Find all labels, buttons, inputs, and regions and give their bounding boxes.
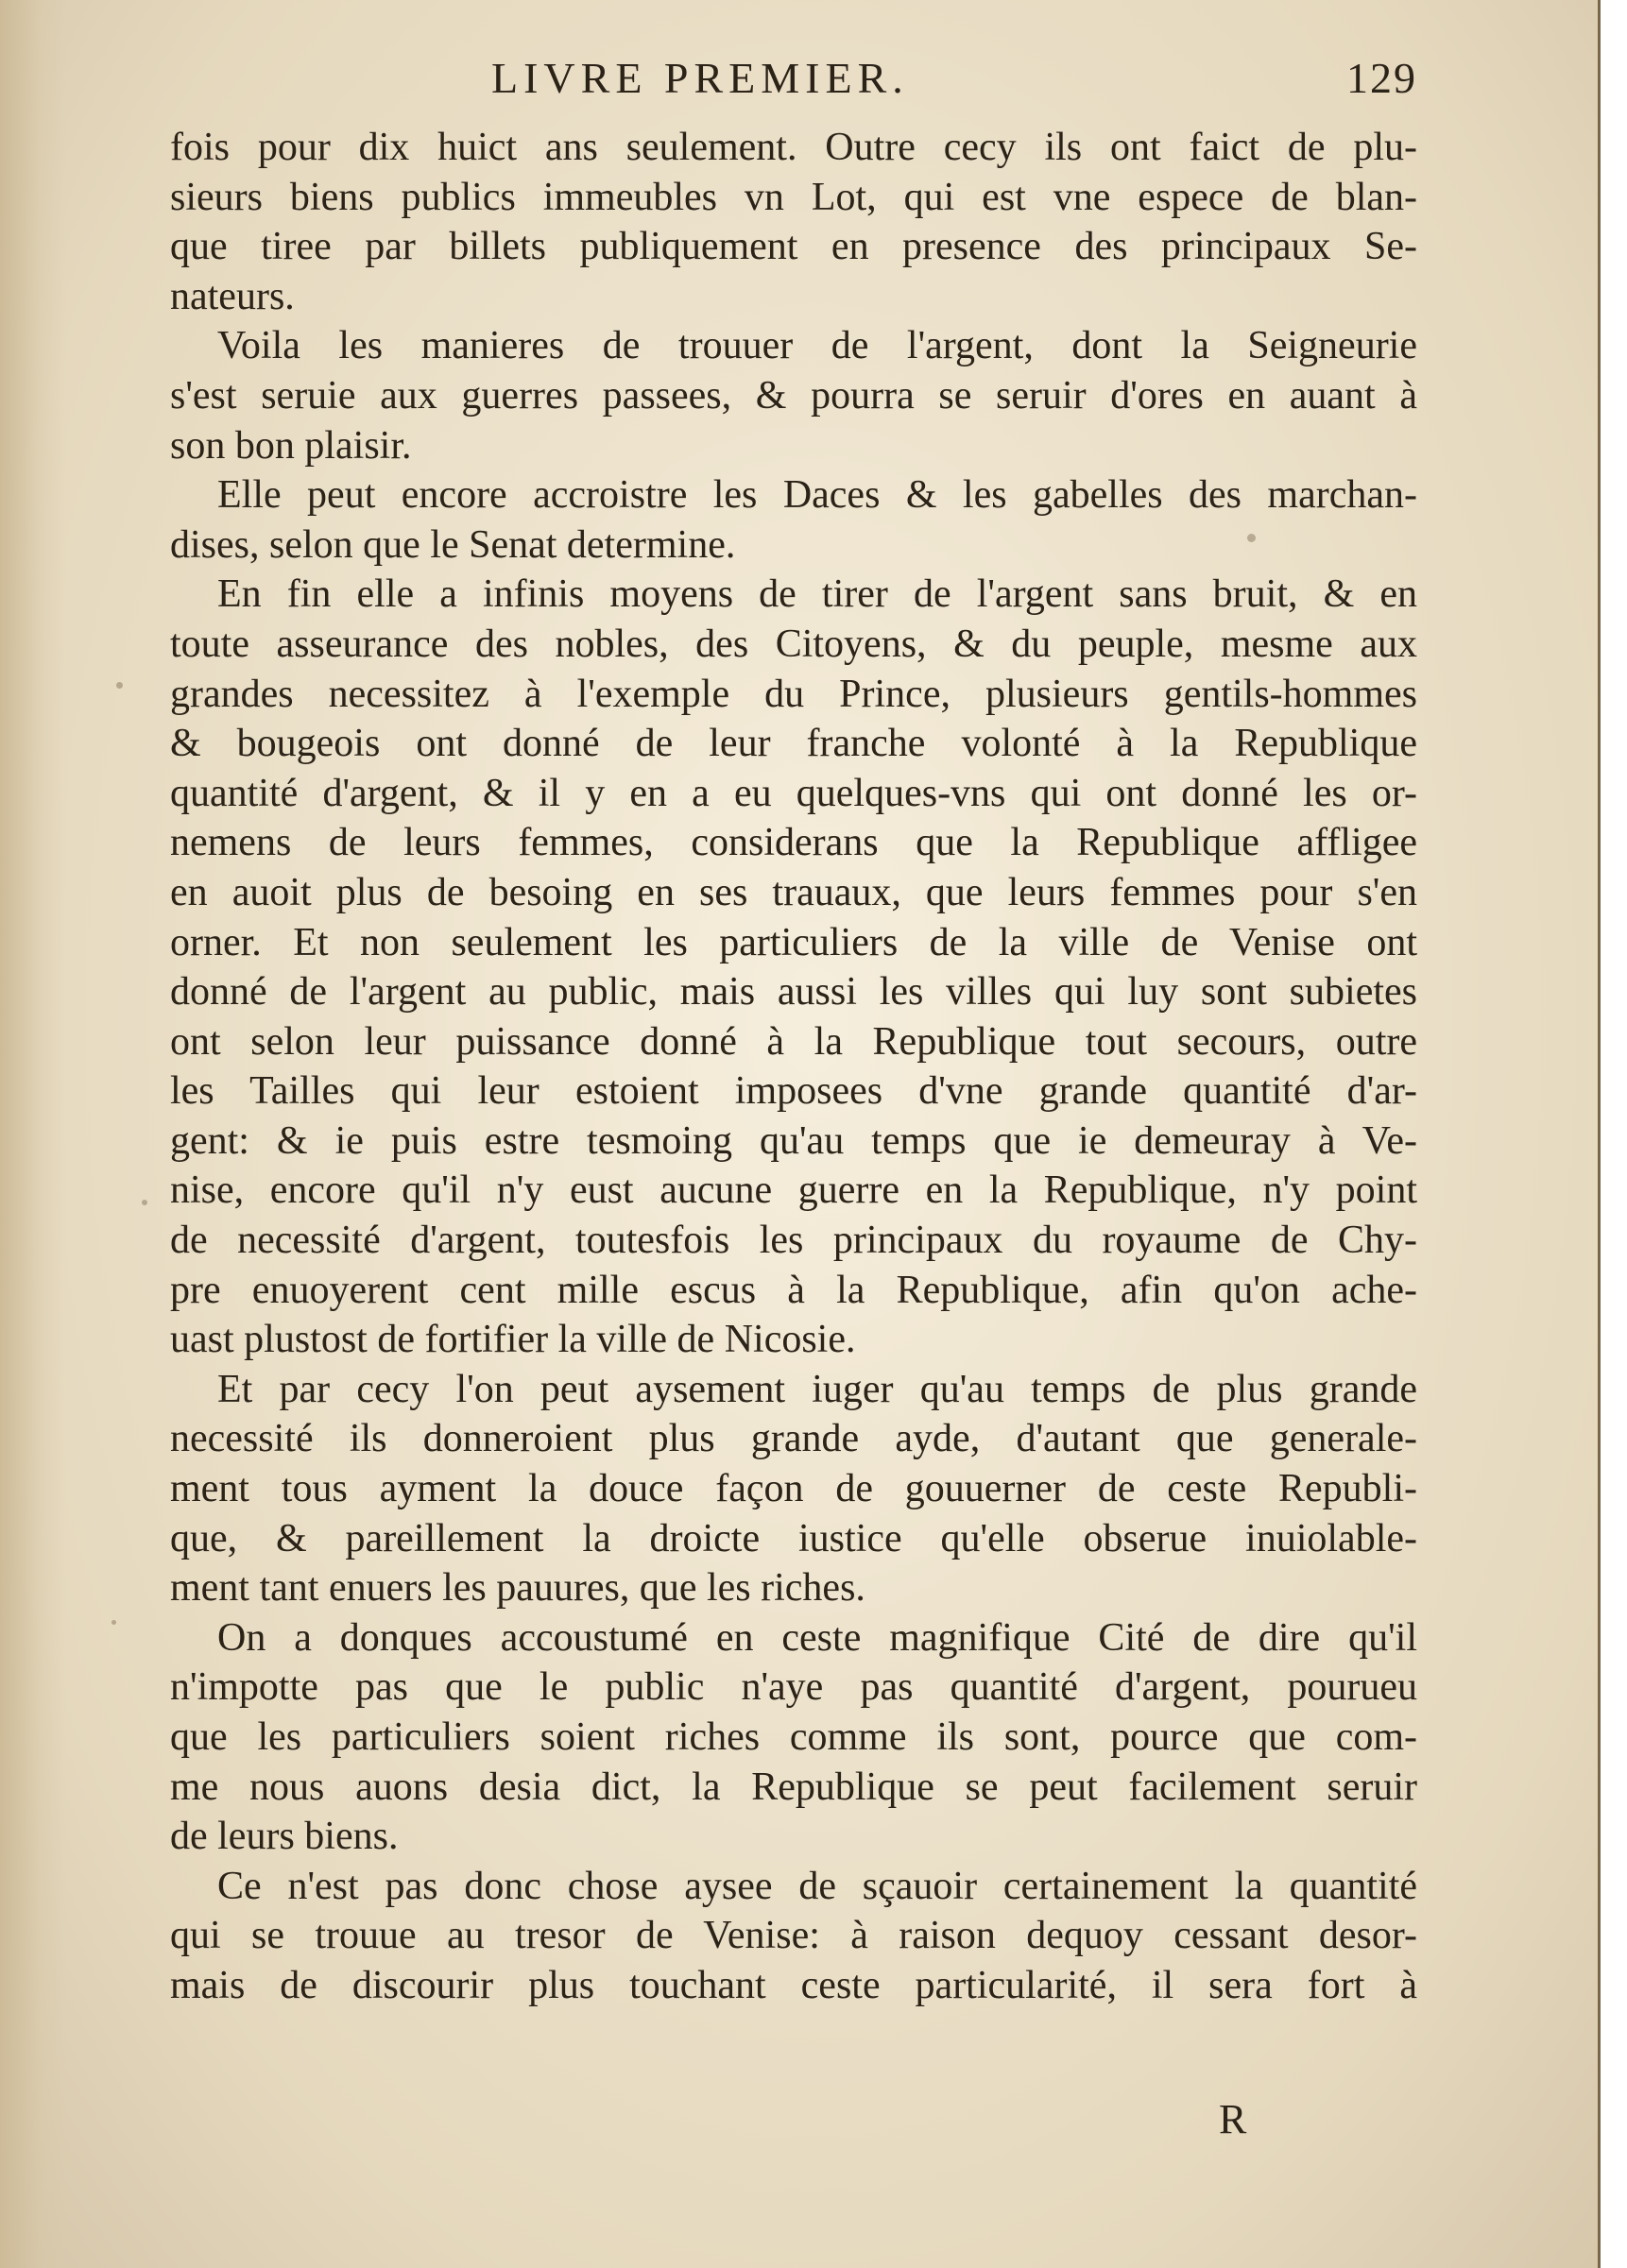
text-line: de necessité d'argent, toutesfois les principaux du royaume de Chy- [170, 1219, 1417, 1263]
text-line: sieurs biens publics immeubles vn Lot, qui est vne espece de blan- [170, 175, 1417, 219]
text-line: grandes necessitez à l'exemple du Prince, plusieurs gentils-hommes [170, 672, 1417, 716]
body-text [170, 123, 1417, 2011]
text-line: fois pour dix huict ans seulement. Outre cecy ils ont faict de plu- [170, 126, 1417, 169]
text-line: dises, selon que le Senat determine. [170, 522, 736, 567]
text-line: necessité ils donneroient plus grande ayde, d'autant que generale- [170, 1417, 1417, 1461]
text-line: gent: & ie puis estre tesmoing qu'au temps que ie demeuray à Ve- [170, 1118, 1417, 1163]
text-line: me nous auons desia dict, la Republique se peut facilement seruir [170, 1765, 1417, 1809]
text-line: ment tant enuers les pauures, que les riches. [170, 1566, 865, 1611]
text-line: pre enuoyerent cent mille escus à la Republique, afin qu'on ache- [170, 1268, 1417, 1312]
text-line: Ce n'est pas donc chose aysee de sçauoir certainement la quantité [217, 1864, 1417, 1908]
text-line: s'est seruie aux guerres passees, & pourra se seruir d'ores en auant à [170, 373, 1417, 418]
text-line: de leurs biens. [170, 1815, 399, 1859]
text-line: toute asseurance des nobles, des Citoyens, & du peuple, mesme aux [170, 622, 1417, 666]
ink-spot [111, 1620, 116, 1625]
text-line: nemens de leurs femmes, considerans que la Republique affligee [170, 821, 1417, 865]
text-line: ment tous ayment la douce façon de gouuerner de ceste Republi- [170, 1467, 1417, 1511]
text-line: Et par cecy l'on peut aysement iuger qu'au temps de plus grande [217, 1367, 1417, 1411]
text-line: quantité d'argent, & il y en a eu quelques-vns qui ont donné les or- [170, 771, 1417, 815]
text-line: orner. Et non seulement les particuliers de la ville de Venise ont [170, 920, 1417, 964]
page-header [170, 47, 1417, 113]
text-line: En fin elle a infinis moyens de tirer de l'argent sans bruit, & en [217, 572, 1417, 617]
text-line: On a donques accoustumé en ceste magnifique Cité de dire qu'il [217, 1615, 1417, 1660]
ink-spot [1247, 534, 1256, 542]
text-line: nateurs. [170, 274, 295, 318]
text-line: que, & pareillement la droicte iustice qu'elle obserue inuiolable- [170, 1516, 1417, 1560]
text-line: qui se trouue au tresor de Venise: à raison dequoy cessant desor- [170, 1914, 1417, 1958]
running-title: LIVRE PREMIER. [491, 54, 909, 102]
text-line: mais de discourir plus touchant ceste particularité, il sera fort à [170, 1963, 1417, 2007]
text-line: Voila les manieres de trouuer de l'argent, dont la Seigneurie [217, 324, 1417, 368]
page-number: 129 [1346, 54, 1417, 102]
ink-spot [116, 682, 123, 689]
page-right-margin [1598, 0, 1627, 2268]
text-line: les Tailles qui leur estoient imposees d'vne grande quantité d'ar- [170, 1069, 1417, 1114]
text-line: son bon plaisir. [170, 423, 412, 468]
text-line: n'impotte pas que le public n'aye pas quantité d'argent, pourueu [170, 1665, 1417, 1710]
text-line: en auoit plus de besoing en ses trauaux, que leurs femmes pour s'en [170, 870, 1417, 914]
text-line: donné de l'argent au public, mais aussi les villes qui luy sont subietes [170, 970, 1417, 1015]
text-line: que tiree par billets publiquement en presence des principaux Se- [170, 225, 1417, 269]
text-line: que les particuliers soient riches comme ils sont, pource que com- [170, 1715, 1417, 1759]
text-line: uast plustost de fortifier la ville de Nicosie. [170, 1318, 856, 1362]
text-line: Elle peut encore accroistre les Daces & les gabelles des marchan- [217, 473, 1417, 518]
ink-spot [142, 1200, 147, 1205]
page-gutter-shadow [0, 0, 66, 2268]
text-line: nise, encore qu'il n'y eust aucune guerre en la Republique, n'y point [170, 1168, 1417, 1213]
text-line: & bougeois ont donné de leur franche volonté à la Republique [170, 722, 1417, 766]
catchword: R [1219, 2096, 1247, 2142]
text-line: ont selon leur puissance donné à la Republique tout secours, outre [170, 1019, 1417, 1064]
